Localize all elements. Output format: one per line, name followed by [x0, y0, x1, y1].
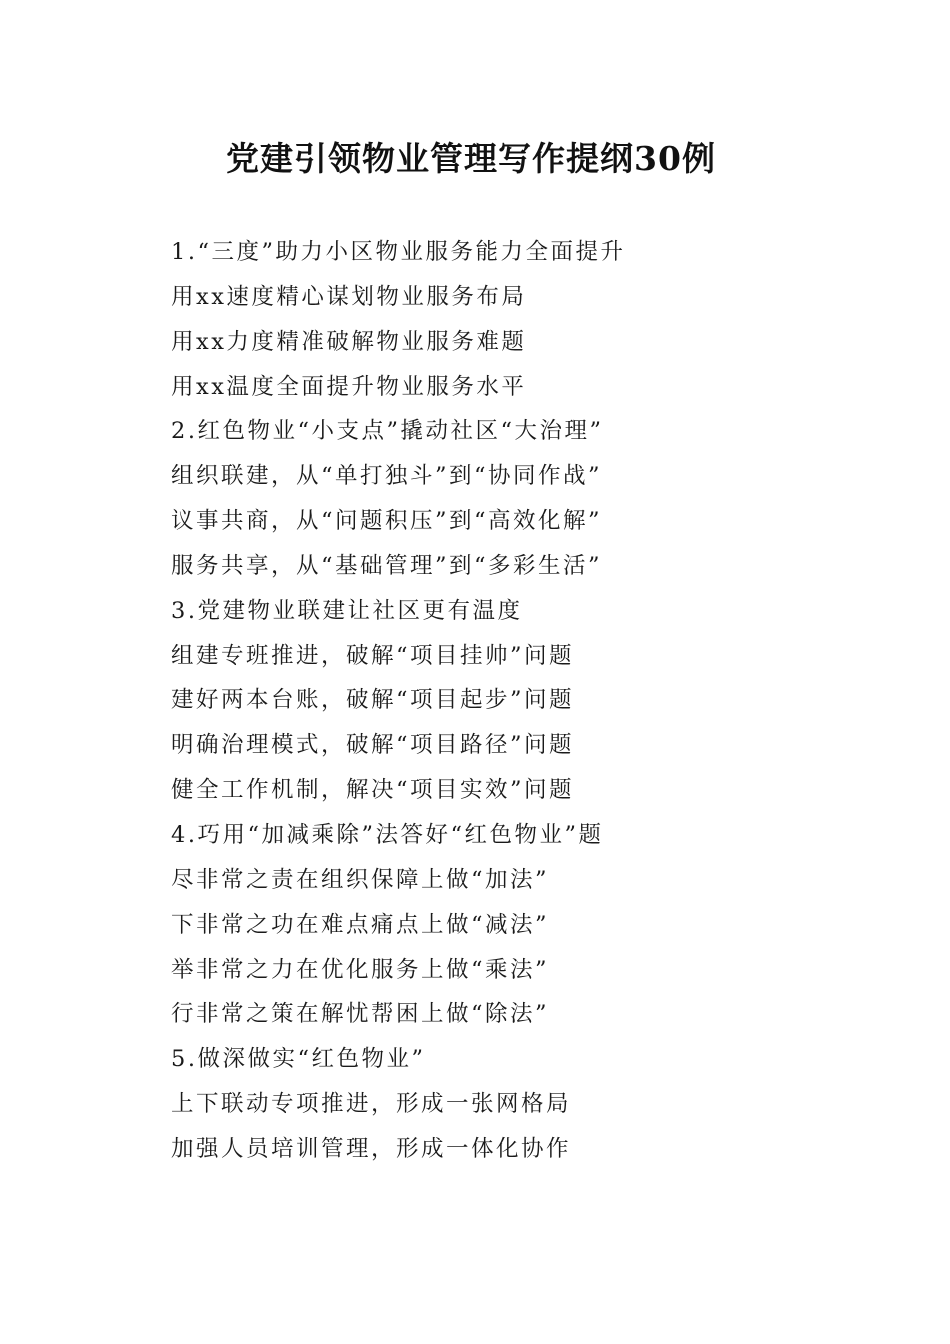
outline-item: 行非常之策在解忧帮困上做“除法”	[171, 1001, 550, 1028]
outline-item: 组建专班推进，破解“项目挂帅”问题	[171, 642, 575, 669]
outline-heading-3: 3.党建物业联建让社区更有温度	[171, 597, 523, 624]
outline-item: 组织联建，从“单打独斗”到“协同作战”	[171, 463, 603, 490]
outline-item: 明确治理模式，破解“项目路径”问题	[171, 732, 575, 759]
outline-item: 服务共享，从“基础管理”到“多彩生活”	[171, 552, 603, 579]
outline-heading-5: 5.做深做实“红色物业”	[171, 1046, 426, 1073]
outline-heading-4: 4.巧用“加减乘除”法答好“红色物业”题	[171, 821, 604, 848]
outline-item: 健全工作机制，解决“项目实效”问题	[171, 777, 575, 804]
outline-item: 上下联动专项推进，形成一张网格局	[171, 1091, 572, 1118]
outline-item: 用xx速度精心谋划物业服务布局	[171, 283, 527, 310]
outline-item: 用xx力度精准破解物业服务难题	[171, 328, 527, 355]
outline-item: 尽非常之责在组织保障上做“加法”	[171, 866, 550, 893]
outline-item: 加强人员培训管理，形成一体化协作	[171, 1135, 572, 1162]
outline-item: 下非常之功在难点痛点上做“减法”	[171, 911, 550, 938]
outline-heading-1: 1.“三度”助力小区物业服务能力全面提升	[171, 239, 626, 265]
outline-list	[171, 230, 871, 1172]
outline-heading-2: 2.红色物业“小支点”撬动社区“大治理”	[171, 418, 604, 445]
outline-item: 建好两本台账，破解“项目起步”问题	[171, 687, 575, 714]
outline-item: 议事共商，从“问题积压”到“高效化解”	[171, 508, 603, 535]
outline-item: 举非常之力在优化服务上做“乘法”	[171, 956, 550, 983]
document-title: 党建引领物业管理写作提纲30例	[226, 139, 716, 178]
outline-item: 用xx温度全面提升物业服务水平	[171, 373, 527, 400]
